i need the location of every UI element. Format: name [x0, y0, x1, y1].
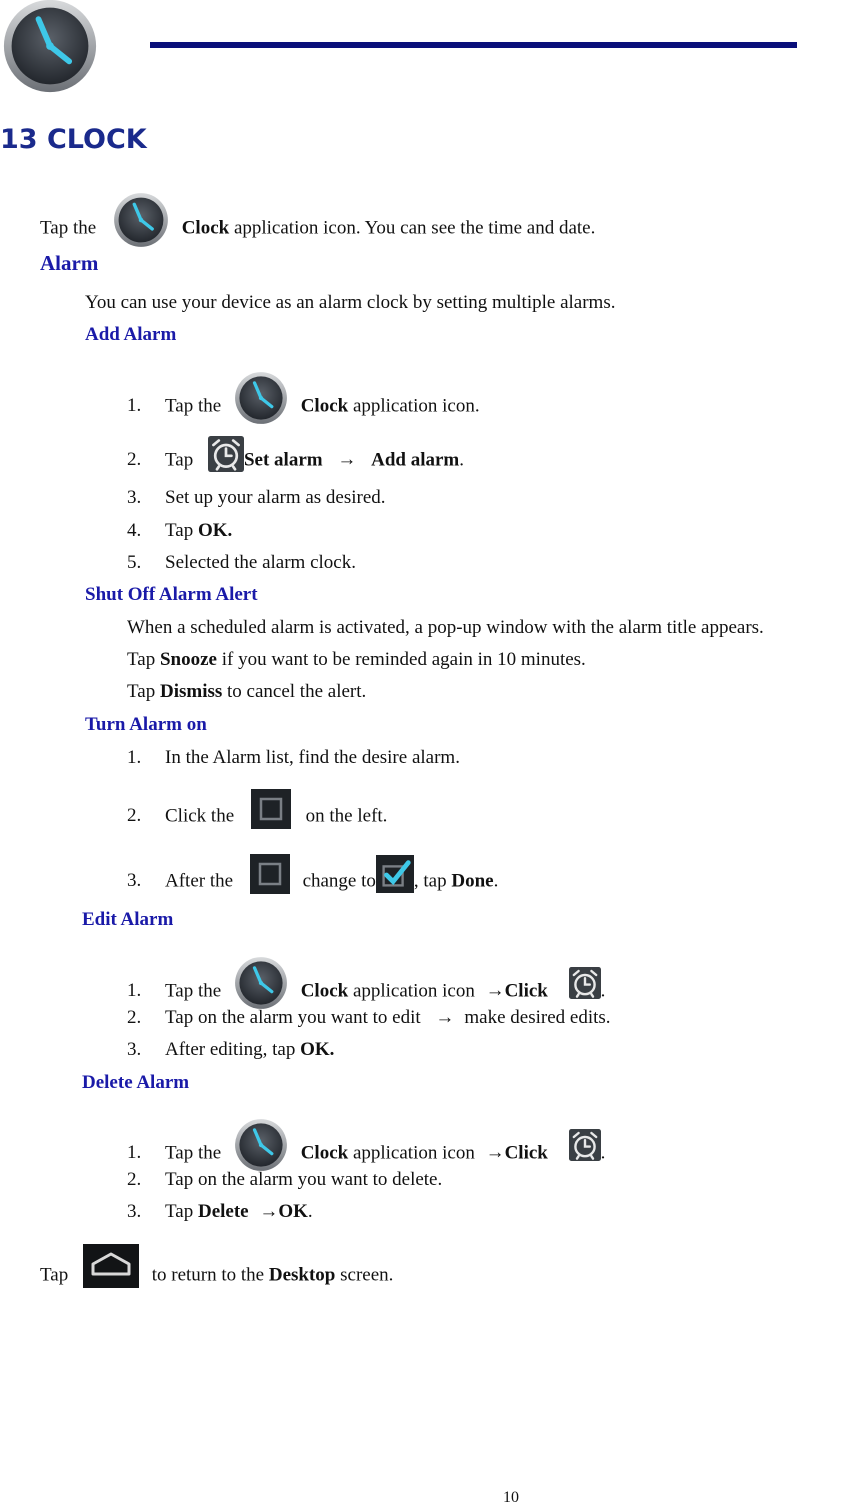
alarm-desc: You can use your device as an alarm clock by setting multiple alarms.	[85, 292, 616, 313]
add-step-4: 4. Tap OK.	[127, 520, 233, 541]
edit-step-1: 1. Tap the Clock application icon →Click .	[127, 974, 605, 1010]
clock-icon	[234, 371, 288, 425]
edit-step-3: 3. After editing, tap OK.	[127, 1039, 335, 1060]
intro-line: Tap the Clock application icon. You can see the time and date.	[40, 210, 595, 248]
clock-logo-icon	[0, 0, 100, 94]
shut-off-heading: Shut Off Alarm Alert	[85, 584, 258, 605]
turn-on-step-2: 2. Click the on the left.	[127, 805, 387, 829]
add-step-3: 3. Set up your alarm as desired.	[127, 487, 386, 508]
header-rule	[150, 42, 797, 48]
clock-icon	[113, 192, 169, 248]
add-alarm-heading: Add Alarm	[85, 324, 177, 345]
delete-step-2: 2. Tap on the alarm you want to delete.	[127, 1169, 443, 1190]
add-step-2: 2. Tap Set alarm → Add alarm.	[127, 448, 464, 474]
shut-off-line-2: Tap Snooze if you want to be reminded again in 10 minutes.	[127, 649, 586, 670]
shut-off-line-1: When a scheduled alarm is activated, a pop-up window with the alarm title appears.	[127, 617, 764, 638]
checkbox-empty-icon	[250, 854, 290, 894]
clock-icon	[234, 1118, 288, 1172]
alarm-clock-icon	[569, 962, 601, 1004]
home-icon	[83, 1244, 139, 1288]
clock-icon	[234, 956, 288, 1010]
delete-alarm-heading: Delete Alarm	[82, 1072, 190, 1093]
alarm-heading: Alarm	[40, 251, 99, 275]
delete-step-1: 1. Tap the Clock application icon →Click .	[127, 1136, 605, 1172]
checkbox-empty-icon	[251, 789, 291, 829]
turn-on-step-3: 3. After the change to , tap Done.	[127, 870, 498, 894]
page-number: 10	[503, 1489, 519, 1506]
shut-off-line-3: Tap Dismiss to cancel the alert.	[127, 681, 367, 702]
delete-step-3: 3. Tap Delete →OK.	[127, 1201, 313, 1222]
turn-on-step-1: 1. In the Alarm list, find the desire alarm.	[127, 747, 460, 768]
page-title: 13 CLOCK	[0, 124, 147, 155]
alarm-clock-icon	[569, 1124, 601, 1166]
turn-on-heading: Turn Alarm on	[85, 714, 207, 735]
outro-line: Tap to return to the Desktop screen.	[40, 1264, 393, 1288]
add-step-5: 5. Selected the alarm clock.	[127, 552, 356, 573]
edit-alarm-heading: Edit Alarm	[82, 909, 174, 930]
add-step-1: 1. Tap the Clock application icon.	[127, 389, 480, 425]
checkbox-checked-icon	[376, 854, 414, 894]
alarm-clock-icon	[208, 434, 244, 474]
edit-step-2: 2. Tap on the alarm you want to edit → make desired edits.	[127, 1007, 611, 1028]
